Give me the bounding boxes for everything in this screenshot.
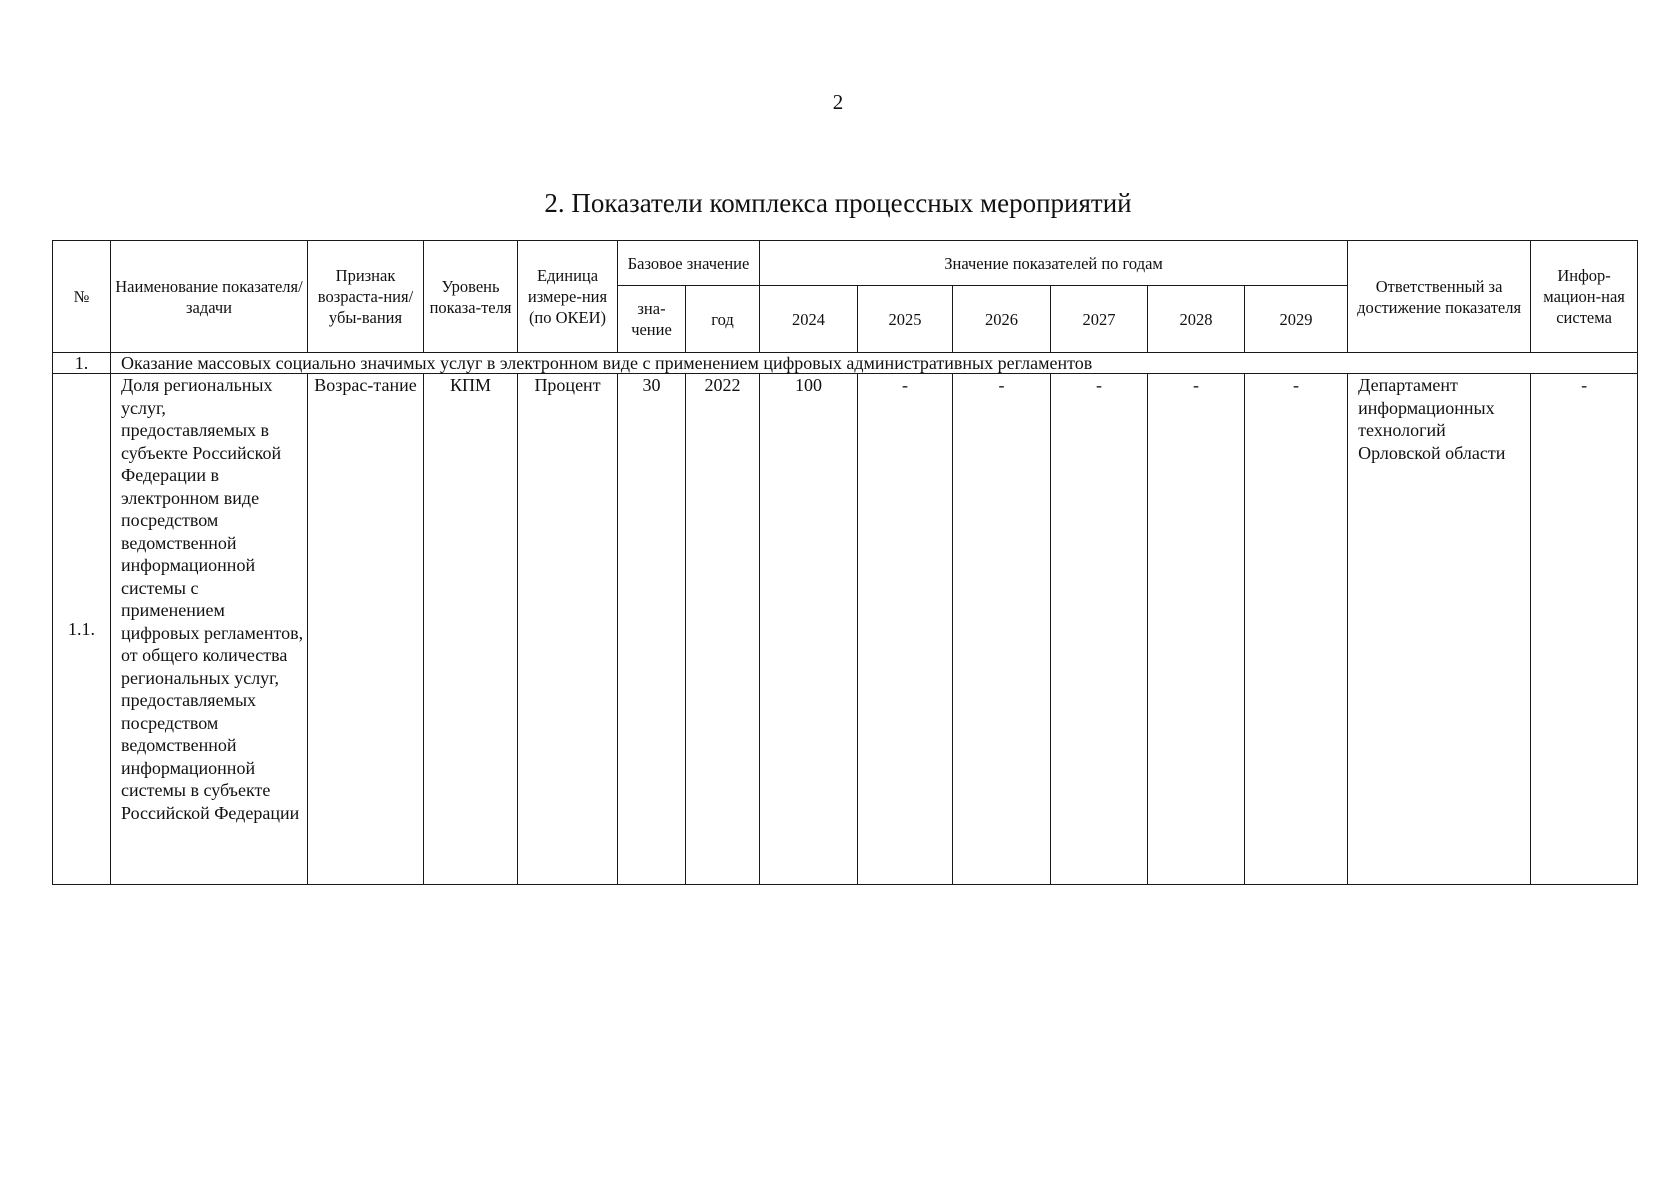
- table-row: [53, 374, 1638, 885]
- header-base-group: Базовое значение: [618, 241, 760, 286]
- indicator-unit: Процент: [518, 374, 618, 885]
- header-unit: Единица измере-ния (по ОКЕИ): [518, 241, 618, 353]
- header-year-2026: 2026: [953, 286, 1051, 353]
- header-row-top: [53, 241, 1638, 286]
- indicators-table: [52, 240, 1638, 885]
- page-title: 2. Показатели комплекса процессных мероприятий: [544, 188, 1132, 218]
- header-name: Наименование показателя/задачи: [111, 241, 308, 353]
- value-2027: -: [1051, 374, 1148, 885]
- row-number: 1.1.: [53, 374, 111, 885]
- header-level: Уровень показа-теля: [424, 241, 518, 353]
- section-number: 1.: [53, 353, 111, 374]
- header-year-2025: 2025: [858, 286, 953, 353]
- value-2024: 100: [760, 374, 858, 885]
- info-system: -: [1531, 374, 1638, 885]
- header-no: №: [53, 241, 111, 353]
- section-title: Оказание массовых социально значимых услуг в электронном виде с применением цифровых административных регламентов: [111, 353, 1638, 374]
- header-year-2028: 2028: [1148, 286, 1245, 353]
- base-value: 30: [618, 374, 686, 885]
- indicator-name: Доля региональных услуг, предоставляемых в субъекте Российской Федерации в электронном виде посредством ведомственной информационной системы с применением цифровых регламентов, от общего количества региональных услуг, предоставляемых посредством ведомственной информационной системы в субъекте Российской Федерации: [111, 374, 308, 885]
- value-2029: -: [1245, 374, 1348, 885]
- header-trend: Признак возраста-ния/убы-вания: [308, 241, 424, 353]
- header-years-group: Значение показателей по годам: [760, 241, 1348, 286]
- header-info-system: Инфор-мацион-ная система: [1531, 241, 1638, 353]
- indicator-level: КПМ: [424, 374, 518, 885]
- header-year-2029: 2029: [1245, 286, 1348, 353]
- value-2028: -: [1148, 374, 1245, 885]
- base-year: 2022: [686, 374, 760, 885]
- page-number: 2: [832, 90, 844, 114]
- header-year-2024: 2024: [760, 286, 858, 353]
- header-base-year: год: [686, 286, 760, 353]
- section-row: [53, 353, 1638, 374]
- indicator-trend: Возрас-тание: [308, 374, 424, 885]
- header-responsible: Ответственный за достижение показателя: [1348, 241, 1531, 353]
- header-year-2027: 2027: [1051, 286, 1148, 353]
- value-2026: -: [953, 374, 1051, 885]
- header-base-value: зна-чение: [618, 286, 686, 353]
- value-2025: -: [858, 374, 953, 885]
- responsible-party: Департамент информационных технологий Орловской области: [1348, 374, 1531, 885]
